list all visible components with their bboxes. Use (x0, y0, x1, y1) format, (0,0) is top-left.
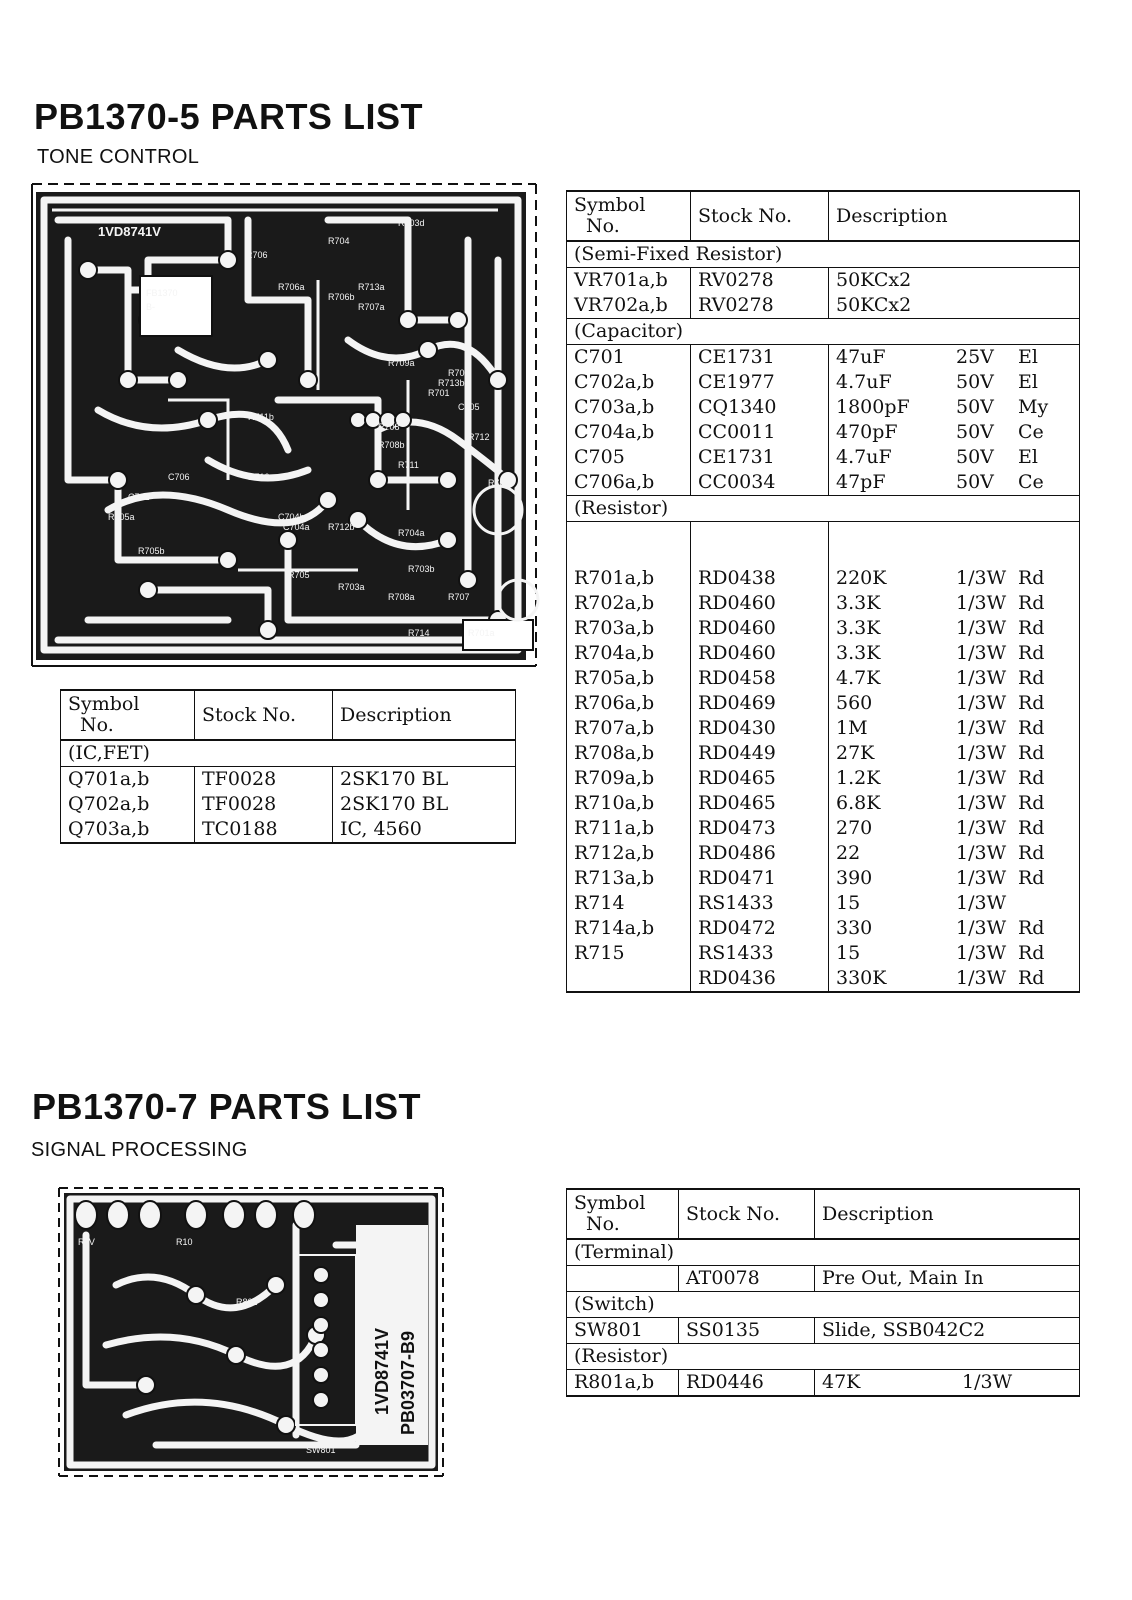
pcb-silkscreen-label: R707a (358, 302, 385, 312)
description-value: 1.2K (836, 767, 881, 789)
pcb2-label-part-code: PB03707-B9 (398, 1330, 418, 1435)
rating-value: 1/3W (956, 842, 1007, 864)
pcb-silkscreen-label: R801 (236, 1297, 258, 1307)
rating-value: 1/3W (956, 717, 1007, 739)
description-cell (829, 941, 1080, 966)
group-label-switch: (Switch) (567, 1292, 1080, 1318)
symbol-cell: SW801 (567, 1318, 679, 1344)
pcb-silkscreen-label: RLV (78, 1237, 95, 1247)
section-subtitle-tone-control: TONE CONTROL (37, 146, 200, 168)
rating-value: 25V (956, 346, 994, 368)
pcb-silkscreen-label: R706 (246, 250, 268, 260)
description-value: 270 (836, 817, 873, 839)
pcb-silkscreen-label: R703b (408, 564, 435, 574)
table-row (61, 792, 516, 817)
pcb-silkscreen-label: R713a (358, 282, 385, 292)
description-value: 1M (836, 717, 868, 739)
pcb-silkscreen-label: R705a (108, 512, 135, 522)
description-value: 3.3K (836, 592, 881, 614)
pcb-silkscreen-label: B- (146, 302, 155, 312)
description-cell (815, 1370, 1080, 1397)
table-row (567, 916, 1080, 941)
description-cell (829, 741, 1080, 766)
rating-value: 1/3W (956, 567, 1007, 589)
table-row (567, 293, 1080, 319)
stock-cell: RD0438 (691, 566, 829, 591)
pcb-silkscreen-label: C706 (168, 472, 190, 482)
type-value: Rd (1018, 642, 1045, 664)
type-value: Rd (1018, 967, 1045, 989)
table-row (567, 941, 1080, 966)
spacer-cell (567, 522, 691, 567)
description-value: 15 (836, 892, 861, 914)
description-value: 27K (836, 742, 875, 764)
header-no: No. (586, 1213, 620, 1235)
symbol-cell: R704a,b (567, 641, 691, 666)
pcb2-label-board-code: 1VD8741V (372, 1327, 392, 1415)
description-cell (829, 616, 1080, 641)
description-cell (829, 268, 1080, 294)
section-subtitle-signal-processing: SIGNAL PROCESSING (31, 1139, 248, 1161)
header-stock-no: Stock No. (195, 690, 333, 740)
stock-cell: AT0078 (679, 1266, 815, 1292)
stock-cell: CE1731 (691, 345, 829, 371)
symbol-cell (567, 1266, 679, 1292)
pcb-silkscreen-label: R704 (328, 236, 350, 246)
description-value: 47K (822, 1371, 861, 1393)
description-cell (829, 966, 1080, 992)
table-header-row (61, 690, 516, 740)
symbol-cell: Q702a,b (61, 792, 195, 817)
description-value: 4.7K (836, 667, 881, 689)
pcb-label-board-code: 1VD8741V (98, 224, 161, 239)
symbol-cell: C701 (567, 345, 691, 371)
type-value: Rd (1018, 567, 1045, 589)
symbol-cell: C704a,b (567, 420, 691, 445)
pcb-diagram-tone-control (28, 180, 540, 670)
header-symbol: Symbol (574, 194, 646, 216)
header-symbol: Symbol (68, 693, 140, 715)
rating-value: 1/3W (956, 867, 1007, 889)
rating-value: 50V (956, 421, 994, 443)
section-title-signal-processing: PB1370-7 PARTS LIST (32, 1086, 421, 1127)
table-row (567, 966, 1080, 992)
table-row (567, 816, 1080, 841)
rating-value: 1/3W (956, 667, 1007, 689)
group-label: (Semi-Fixed Resistor) (567, 241, 1080, 268)
pcb-silkscreen-label: R714 (408, 628, 430, 638)
description-value: 4.7uF (836, 371, 892, 393)
type-value: El (1018, 346, 1038, 368)
pcb-silkscreen-label: C701 (128, 492, 150, 502)
table-row (567, 766, 1080, 791)
symbol-cell: R715 (567, 941, 691, 966)
table-row (567, 791, 1080, 816)
rating-value: 50V (956, 371, 994, 393)
table-header-row (567, 191, 1080, 241)
group-label: (Capacitor) (567, 319, 1080, 345)
type-value: Rd (1018, 717, 1045, 739)
symbol-cell (567, 966, 691, 992)
table-spacer-row (567, 522, 1080, 567)
symbol-cell: C702a,b (567, 370, 691, 395)
header-stock-no: Stock No. (679, 1189, 815, 1239)
description-cell (829, 420, 1080, 445)
stock-cell: RV0278 (691, 293, 829, 319)
stock-cell: CC0034 (691, 470, 829, 496)
table-header-row (567, 1189, 1080, 1239)
stock-cell: RS1433 (691, 891, 829, 916)
description-value: 4.7uF (836, 446, 892, 468)
stock-cell: RD0473 (691, 816, 829, 841)
pcb-silkscreen-label: R702 (448, 368, 470, 378)
pcb-silkscreen-label: R703d (398, 218, 425, 228)
description-cell (829, 591, 1080, 616)
stock-cell: RD0486 (691, 841, 829, 866)
header-description: Description (829, 191, 1080, 241)
stock-cell: RD0458 (691, 666, 829, 691)
group-label-terminal: (Terminal) (567, 1239, 1080, 1266)
stock-cell: RD0460 (691, 591, 829, 616)
symbol-cell: C706a,b (567, 470, 691, 496)
description-cell (829, 445, 1080, 470)
group-label-ic-fet: (IC,FET) (61, 740, 516, 767)
pcb-silkscreen-label: R710 (248, 472, 270, 482)
stock-cell: RD0449 (691, 741, 829, 766)
type-value: Rd (1018, 617, 1045, 639)
table-row (567, 591, 1080, 616)
table-row (567, 1318, 1080, 1344)
symbol-cell: R710a,b (567, 791, 691, 816)
type-value: Rd (1018, 917, 1045, 939)
symbol-cell: VR702a,b (567, 293, 691, 319)
description-value: 470pF (836, 421, 898, 443)
pcb-silkscreen-label: R705b (138, 546, 165, 556)
description-value: 47pF (836, 471, 886, 493)
rating-value: 1/3W (962, 1371, 1013, 1393)
description-cell (829, 866, 1080, 891)
description-value: 6.8K (836, 792, 881, 814)
header-description: Description (815, 1189, 1080, 1239)
group-label: (Resistor) (567, 496, 1080, 522)
description-cell (829, 470, 1080, 496)
symbol-cell: R708a,b (567, 741, 691, 766)
description-cell (829, 370, 1080, 395)
type-value: Rd (1018, 817, 1045, 839)
symbol-cell: R709a,b (567, 766, 691, 791)
description-cell (829, 766, 1080, 791)
type-value: Rd (1018, 942, 1045, 964)
stock-cell: TF0028 (195, 767, 333, 793)
pcb-silkscreen-label: C705 (458, 402, 480, 412)
description-value: 220K (836, 567, 887, 589)
description-cell (829, 691, 1080, 716)
table-row (61, 767, 516, 793)
pcb-silkscreen-label: C704b (278, 512, 305, 522)
symbol-cell: Q703a,b (61, 817, 195, 843)
table-row (567, 445, 1080, 470)
symbol-cell: R712a,b (567, 841, 691, 866)
pcb-silkscreen-label: R703a (338, 582, 365, 592)
table-row (567, 691, 1080, 716)
type-value: Rd (1018, 792, 1045, 814)
pcb-silkscreen-label: R701 (428, 388, 450, 398)
stock-cell: RD0460 (691, 641, 829, 666)
spacer-cell (829, 522, 1080, 567)
table-row (567, 866, 1080, 891)
symbol-cell: R801a,b (567, 1370, 679, 1397)
description-cell (829, 716, 1080, 741)
symbol-cell: R713a,b (567, 866, 691, 891)
table-row (567, 370, 1080, 395)
description-cell: 2SK170 BL (333, 792, 516, 817)
type-value: My (1018, 396, 1049, 418)
type-value: Ce (1018, 471, 1044, 493)
rating-value: 1/3W (956, 942, 1007, 964)
table-row (567, 616, 1080, 641)
description-cell (829, 641, 1080, 666)
stock-cell: TF0028 (195, 792, 333, 817)
symbol-cell: C703a,b (567, 395, 691, 420)
pcb-diagram-signal-processing (56, 1185, 446, 1480)
pcb-silkscreen-label: FB1370 (146, 288, 178, 298)
symbol-cell: VR701a,b (567, 268, 691, 294)
stock-cell: TC0188 (195, 817, 333, 843)
group-label-resistor: (Resistor) (567, 1344, 1080, 1370)
table-row (567, 420, 1080, 445)
pcb-silkscreen-label: R706b (328, 292, 355, 302)
symbol-cell: R714 (567, 891, 691, 916)
pcb-silkscreen-label: R707 (448, 592, 470, 602)
rating-value: 1/3W (956, 767, 1007, 789)
rating-value: 50V (956, 446, 994, 468)
pcb-silkscreen-label: C704a (283, 522, 310, 532)
symbol-cell: R714a,b (567, 916, 691, 941)
header-symbol: Symbol (574, 1192, 646, 1214)
description-cell (829, 891, 1080, 916)
table-row (567, 891, 1080, 916)
type-value: Rd (1018, 667, 1045, 689)
rating-value: 1/3W (956, 617, 1007, 639)
description-value: 22 (836, 842, 861, 864)
symbol-cell: R707a,b (567, 716, 691, 741)
description-cell (829, 916, 1080, 941)
pcb-silkscreen-label: R705 (288, 570, 310, 580)
header-no: No. (80, 714, 114, 736)
description-value: 1800pF (836, 396, 910, 418)
table-row (567, 268, 1080, 294)
symbol-cell: R711a,b (567, 816, 691, 841)
rating-value: 1/3W (956, 692, 1007, 714)
table-row (567, 841, 1080, 866)
description-cell (829, 395, 1080, 420)
rating-value: 1/3W (956, 917, 1007, 939)
symbol-cell: R702a,b (567, 591, 691, 616)
description-cell (829, 566, 1080, 591)
pcb-silkscreen-label: R708a (388, 592, 415, 602)
rating-value: 1/3W (956, 792, 1007, 814)
description-value: 15 (836, 942, 861, 964)
table-row (567, 641, 1080, 666)
stock-cell: RD0436 (691, 966, 829, 992)
pcb-silkscreen-label: SW801 (306, 1445, 336, 1455)
table-row (567, 395, 1080, 420)
description-value: 47uF (836, 346, 886, 368)
pcb-silkscreen-label: R709a (388, 358, 415, 368)
symbol-cell: R706a,b (567, 691, 691, 716)
description-cell (829, 666, 1080, 691)
rating-value: 1/3W (956, 742, 1007, 764)
table-row (567, 470, 1080, 496)
type-value: Rd (1018, 867, 1045, 889)
symbol-cell: R705a,b (567, 666, 691, 691)
pcb-silkscreen-label: R711 (398, 460, 419, 470)
description-value: 3.3K (836, 642, 881, 664)
description-cell: Slide, SSB042C2 (815, 1318, 1080, 1344)
table-row (61, 817, 516, 843)
stock-cell: RD0469 (691, 691, 829, 716)
description-cell: IC, 4560 (333, 817, 516, 843)
pcb-silkscreen-label: R708b (378, 440, 405, 450)
description-cell: Pre Out, Main In (815, 1266, 1080, 1292)
section-title-tone-control: PB1370-5 PARTS LIST (34, 96, 423, 137)
stock-cell: RS1433 (691, 941, 829, 966)
description-value: 390 (836, 867, 873, 889)
description-value: 3.3K (836, 617, 881, 639)
pcb-silkscreen-label: R711b (248, 412, 274, 422)
pcb-silkscreen-label: R713b (438, 378, 465, 388)
type-value: Rd (1018, 692, 1045, 714)
description-cell (829, 345, 1080, 371)
description-value: 560 (836, 692, 873, 714)
description-cell (829, 816, 1080, 841)
symbol-cell: C705 (567, 445, 691, 470)
pcb-silkscreen-label: R704b (488, 478, 515, 488)
stock-cell: CE1731 (691, 445, 829, 470)
table-row (567, 345, 1080, 371)
rating-value: 1/3W (956, 592, 1007, 614)
stock-cell: CE1977 (691, 370, 829, 395)
stock-cell: RD0446 (679, 1370, 815, 1397)
type-value: El (1018, 371, 1038, 393)
description-value: 50KCx2 (836, 269, 912, 291)
pcb-silkscreen-label: R712 (468, 432, 490, 442)
description-cell: 2SK170 BL (333, 767, 516, 793)
type-value: Rd (1018, 767, 1045, 789)
pcb-silkscreen-label: R704a (398, 528, 425, 538)
type-value: Rd (1018, 842, 1045, 864)
table-row (567, 566, 1080, 591)
parts-table-signal-processing (566, 1188, 1080, 1397)
description-value: 330K (836, 967, 887, 989)
rating-value: 1/3W (956, 817, 1007, 839)
parts-table-ic-fet (60, 689, 516, 844)
spacer-cell (691, 522, 829, 567)
pcb-silkscreen-label: R708 (378, 422, 400, 432)
rating-value: 1/3W (956, 967, 1007, 989)
table-row (567, 666, 1080, 691)
type-value: Ce (1018, 421, 1044, 443)
stock-cell: RD0430 (691, 716, 829, 741)
parts-table-tone-control (566, 190, 1080, 993)
pcb-silkscreen-label: R701a (468, 628, 495, 638)
pcb-silkscreen-label: R706a (278, 282, 305, 292)
type-value: El (1018, 446, 1038, 468)
pcb-silkscreen-label: R10 (176, 1237, 193, 1247)
table-row (567, 716, 1080, 741)
header-description: Description (333, 690, 516, 740)
stock-cell: CQ1340 (691, 395, 829, 420)
description-cell (829, 293, 1080, 319)
description-value: 50KCx2 (836, 294, 912, 316)
symbol-cell: R701a,b (567, 566, 691, 591)
stock-cell: RD0460 (691, 616, 829, 641)
stock-cell: RD0472 (691, 916, 829, 941)
pcb-silkscreen-label: R712b (328, 522, 355, 532)
description-cell (829, 791, 1080, 816)
stock-cell: CC0011 (691, 420, 829, 445)
rating-value: 1/3W (956, 642, 1007, 664)
table-row (567, 741, 1080, 766)
rating-value: 1/3W (956, 892, 1007, 914)
stock-cell: RD0471 (691, 866, 829, 891)
table-row (567, 1266, 1080, 1292)
type-value: Rd (1018, 592, 1045, 614)
stock-cell: RV0278 (691, 268, 829, 294)
type-value: Rd (1018, 742, 1045, 764)
header-no: No. (586, 215, 620, 237)
stock-cell: SS0135 (679, 1318, 815, 1344)
description-value: 330 (836, 917, 873, 939)
symbol-cell: Q701a,b (61, 767, 195, 793)
header-stock-no: Stock No. (691, 191, 829, 241)
description-cell (829, 841, 1080, 866)
rating-value: 50V (956, 396, 994, 418)
stock-cell: RD0465 (691, 766, 829, 791)
symbol-cell: R703a,b (567, 616, 691, 641)
rating-value: 50V (956, 471, 994, 493)
stock-cell: RD0465 (691, 791, 829, 816)
table-row (567, 1370, 1080, 1397)
